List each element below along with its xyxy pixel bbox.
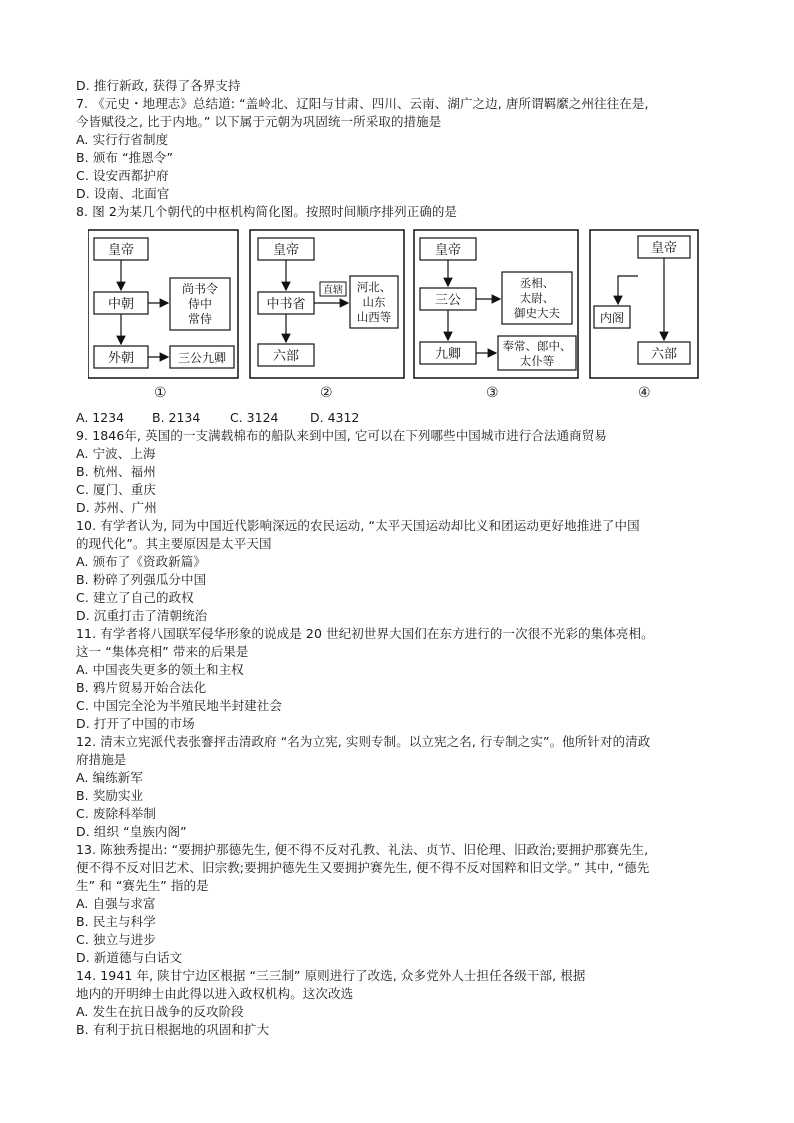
q10-option-a: A. 颁布了《资政新篇》 [76, 554, 206, 569]
q10-option-c: C. 建立了自己的政权 [76, 590, 194, 605]
q10-stem-line2: 的现代化”。其主要原因是太平天国 [76, 536, 272, 551]
q14-stem-line1: 14. 1941 年, 陕甘宁边区根据 “三三制” 原则进行了改选, 众多党外人士担任各级干部, 根据 [76, 968, 586, 983]
d2-label: ② [320, 385, 333, 401]
q8-option-c: C. 3124 [230, 410, 279, 425]
q14-stem-line2: 地内的开明绅士由此得以进入政权机构。这次改选 [76, 986, 354, 1001]
q6-option-d: D. 推行新政, 获得了各界支持 [76, 78, 241, 93]
d3-right1-line1: 丞相、 [519, 276, 555, 290]
d2-tag: 直辖 [323, 285, 343, 296]
d3-label: ③ [486, 385, 499, 401]
d3-mid: 三公 [434, 293, 462, 308]
q7-stem-line1: 7. 《元史・地理志》总结道: “盖岭北、辽阳与甘肃、四川、云南、湖广之边, 唐所谓羁縻之州往往在是, [76, 96, 649, 111]
q11-option-a: A. 中国丧失更多的领土和主权 [76, 662, 244, 677]
q12-stem-line2: 府措施是 [76, 752, 127, 767]
q7-option-a: A. 实行行省制度 [76, 132, 169, 147]
q13-option-b: B. 民主与科学 [76, 914, 156, 929]
q8-option-a: A. 1234 [76, 410, 125, 425]
q13-stem-line3: 生” 和 “赛先生” 指的是 [76, 878, 209, 893]
q12-option-b: B. 奖励实业 [76, 788, 144, 803]
d4-label: ④ [638, 385, 651, 401]
d1-right1-line2: 侍中 [187, 297, 213, 311]
q13-option-d: D. 新道德与白话文 [76, 950, 183, 965]
q11-option-b: B. 鸦片贸易开始合法化 [76, 680, 207, 695]
d1-top: 皇帝 [107, 243, 135, 258]
d2-right1-line2: 山东 [362, 295, 386, 309]
q12-stem-line1: 12. 清末立宪派代表张謇抨击清政府 “名为立宪, 实则专制。以立宪之名, 行专制之实”。他所针对的清政 [76, 734, 651, 749]
d1-label: ① [154, 385, 167, 401]
q9-option-d: D. 苏州、广州 [76, 500, 157, 515]
q11-option-d: D. 打开了中国的市场 [76, 716, 195, 731]
q11-stem-line1: 11. 有学者将八国联军侵华形象的说成是 20 世纪初世界大国们在东方进行的一次很不光彩的集体亮相。 [76, 626, 654, 641]
q8-option-d: D. 4312 [310, 410, 360, 425]
diagram-panel-1 [88, 230, 238, 378]
q7-option-d: D. 设南、北面官 [76, 186, 170, 201]
d1-right1-line1: 尚书令 [181, 282, 219, 296]
q11-option-c: C. 中国完全沦为半殖民地半封建社会 [76, 698, 282, 713]
q8-options [76, 409, 359, 427]
q7-option-c: C. 设安西都护府 [76, 168, 169, 183]
d1-right2: 三公九卿 [177, 351, 227, 365]
d2-right1-line3: 山西等 [356, 310, 392, 324]
d2-mid: 中书省 [266, 297, 306, 312]
q9-option-b: B. 杭州、福州 [76, 464, 156, 479]
q8-stem: 8. 图 2为某几个朝代的中枢机构简化图。按照时间顺序排列正确的是 [76, 204, 458, 219]
q13-option-a: A. 自强与求富 [76, 896, 156, 911]
q11-stem-line2: 这一 “集体亮相” 带来的后果是 [76, 644, 249, 659]
q10-option-d: D. 沉重打击了清朝统治 [76, 608, 208, 623]
d3-right2-line1: 奉常、郎中、 [502, 339, 572, 353]
q9-option-a: A. 宁波、上海 [76, 446, 156, 461]
d4-top: 皇帝 [650, 241, 678, 256]
d2-bottom: 六部 [272, 349, 300, 364]
diagram-panel-2 [250, 230, 404, 378]
d3-bottom: 九卿 [434, 347, 462, 362]
q7-option-b: B. 颁布 “推恩令” [76, 150, 174, 165]
q12-option-d: D. 组织 “皇族内阁” [76, 824, 187, 839]
q10-stem-line1: 10. 有学者认为, 同为中国近代影响深远的农民运动, “太平天国运动却比义和团运动更好地推进了中国 [76, 518, 640, 533]
q12-option-a: A. 编练新军 [76, 770, 143, 785]
q8-option-b: B. 2134 [152, 410, 201, 425]
q13-stem-line1: 13. 陈独秀提出: “要拥护那德先生, 便不得不反对孔教、礼法、贞节、旧伦理、旧政治;要拥护那赛先生, [76, 842, 649, 857]
q7-stem-line2: 今皆赋役之, 比于内地。” 以下属于元朝为巩固统一所采取的措施是 [76, 114, 442, 129]
q10-option-b: B. 粉碎了列强瓜分中国 [76, 572, 207, 587]
d1-right1-line3: 常侍 [187, 312, 213, 326]
d3-right1-line3: 御史大夫 [514, 306, 560, 320]
q13-option-c: C. 独立与进步 [76, 932, 156, 947]
q12-option-c: C. 废除科举制 [76, 806, 156, 821]
d4-left: 内阁 [599, 311, 625, 325]
d4-bottom: 六部 [650, 347, 678, 362]
d3-right1-line2: 太尉、 [519, 291, 555, 305]
q13-stem-line2: 便不得不反对旧艺术、旧宗教;要拥护德先生又要拥护赛先生, 便不得不反对国粹和旧文学。” 其中, “德先 [76, 860, 650, 875]
q14-option-b: B. 有利于抗日根据地的巩固和扩大 [76, 1022, 270, 1037]
q9-stem: 9. 1846年, 英国的一支满载棉布的船队来到中国, 它可以在下列哪些中国城市进行合法通商贸易 [76, 428, 607, 443]
d3-right2-line2: 太仆等 [519, 354, 555, 368]
d1-mid: 中朝 [107, 297, 135, 312]
q9-option-c: C. 厦门、重庆 [76, 482, 156, 497]
diagram-panel-3 [414, 230, 578, 378]
d1-bottom: 外朝 [107, 351, 135, 366]
d3-top: 皇帝 [434, 243, 462, 258]
d2-right1-line1: 河北、 [356, 280, 392, 294]
diagram-panel-4 [590, 230, 698, 378]
central-institutions-diagram [88, 226, 700, 402]
d2-top: 皇帝 [272, 243, 300, 258]
q14-option-a: A. 发生在抗日战争的反攻阶段 [76, 1004, 244, 1019]
